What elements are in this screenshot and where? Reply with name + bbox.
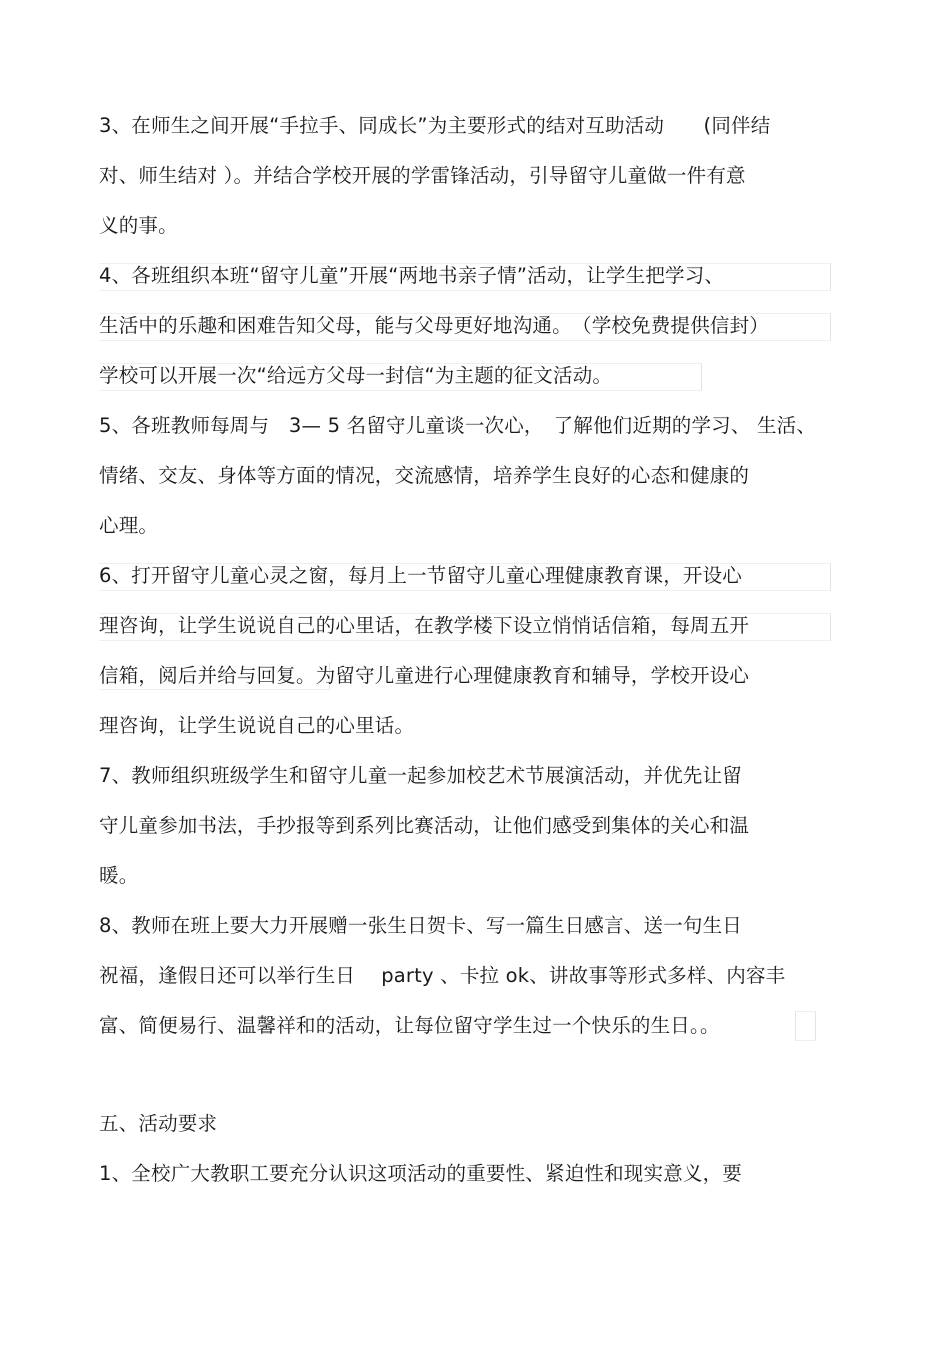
text-line: 1、全校广大教职工要充分认识这项活动的重要性、紧迫性和现实意义，要 [99, 1162, 743, 1185]
text-line: 理咨询，让学生说说自己的心里话，在教学楼下设立悄悄话信箱，每周五开 [99, 614, 750, 637]
text-line: 守儿童参加书法，手抄报等到系列比赛活动，让他们感受到集体的关心和温 [99, 814, 750, 837]
text-line: 义的事。 [99, 214, 178, 237]
text-line: 学校可以开展一次“给远方父母一封信“为主题的征文活动。 [99, 364, 613, 387]
text-line: 5、各班教师每周与 3— 5 名留守儿童谈一次心， 了解他们近期的学习、 生活、 [99, 414, 817, 437]
text-line: 7、教师组织班级学生和留守儿童一起参加校艺术节展演活动，并优先让留 [99, 764, 743, 787]
text-line: 情绪、交友、身体等方面的情况，交流感情，培养学生良好的心态和健康的 [99, 464, 750, 487]
text-line: 理咨询，让学生说说自己的心里话。 [99, 714, 415, 737]
scan-artifact [795, 1011, 816, 1041]
text-line: 暖。 [99, 864, 139, 887]
text-line: 生活中的乐趣和困难告知父母，能与父母更好地沟通。 （学校免费提供信封） [99, 314, 770, 337]
text-line: 心理。 [99, 514, 159, 537]
text-line: 对、师生结对 ）。并结合学校开展的学雷锋活动，引导留守儿童做一件有意 [99, 164, 746, 187]
text-line: 3、在师生之间开展“手拉手、同成长”为主要形式的结对互助活动 (同伴结 [99, 114, 771, 137]
text-line: 8、教师在班上要大力开展赠一张生日贺卡、写一篇生日感言、送一句生日 [99, 914, 743, 937]
text-line: 富、简便易行、温馨祥和的活动，让每位留守学生过一个快乐的生日。。 [99, 1014, 720, 1037]
text-line: 6、打开留守儿童心灵之窗，每月上一节留守儿童心理健康教育课，开设心 [99, 564, 743, 587]
text-line: 4、各班组织本班“留守儿童”开展“两地书亲子情”活动，让学生把学习、 [99, 264, 725, 287]
text-line: 信箱，阅后并给与回复。为留守儿童进行心理健康教育和辅导，学校开设心 [99, 664, 750, 687]
text-line: 祝福，逢假日还可以举行生日 party 、卡拉 ok、讲故事等形式多样、内容丰 [99, 964, 786, 987]
section-heading: 五、活动要求 [99, 1112, 218, 1135]
